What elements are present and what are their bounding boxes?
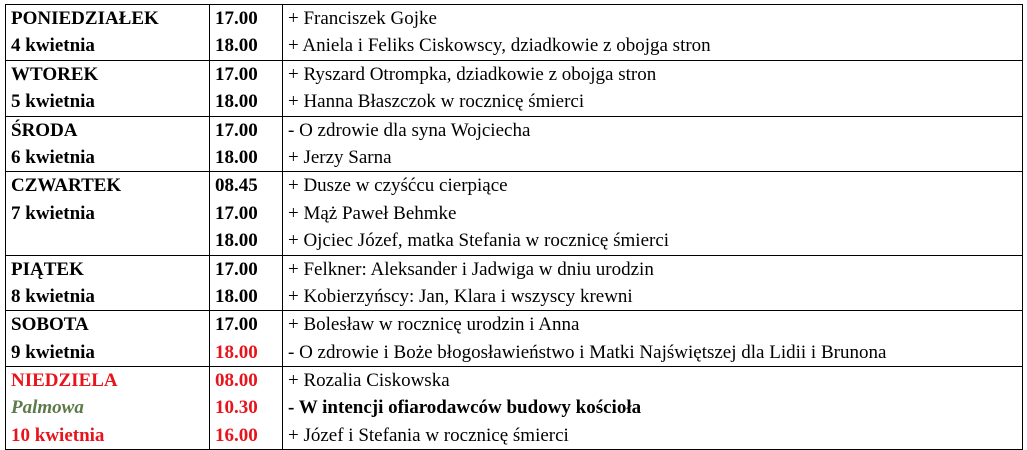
day-date: 10 kwietnia xyxy=(11,424,105,446)
day-date: 9 kwietnia xyxy=(11,341,95,363)
intention-cell xyxy=(283,255,1023,311)
day-date: 8 kwietnia xyxy=(11,285,95,307)
day-date: 6 kwietnia xyxy=(11,146,95,168)
time-cell xyxy=(210,367,283,450)
mass-time: 17.00 xyxy=(215,63,258,85)
mass-intention: + Felkner: Aleksander i Jadwiga w dniu urodzin xyxy=(288,258,654,280)
time-cell xyxy=(210,311,283,367)
day-name: PONIEDZIAŁEK xyxy=(11,8,159,29)
mass-time: 10.30 xyxy=(215,397,258,419)
mass-intention: + Jerzy Sarna xyxy=(288,146,392,168)
day-cell xyxy=(6,255,210,311)
day-date: 7 kwietnia xyxy=(11,202,95,224)
time-cell xyxy=(210,172,283,255)
day-row-friday xyxy=(6,255,1023,311)
mass-time: 17.00 xyxy=(215,314,258,336)
day-row-thursday xyxy=(6,172,1023,255)
day-row-tuesday xyxy=(6,60,1023,116)
day-name: NIEDZIELA xyxy=(11,370,118,392)
mass-intention: + Hanna Błaszczok w rocznicę śmierci xyxy=(288,91,585,113)
mass-schedule-table xyxy=(5,4,1023,450)
mass-time: 08.00 xyxy=(215,370,258,392)
mass-intention: + Kobierzyńscy: Jan, Klara i wszyscy krewni xyxy=(288,285,633,307)
mass-time: 18.00 xyxy=(215,285,258,307)
mass-intention: + Ojciec Józef, matka Stefania w rocznicę śmierci xyxy=(288,230,670,252)
day-subtitle: Palmowa xyxy=(11,397,84,419)
intention-cell xyxy=(283,367,1023,450)
mass-intention: + Aniela i Feliks Ciskowscy, dziadkowie z obojga stron xyxy=(288,35,711,57)
mass-intention: + Dusze w czyśćcu cierpiące xyxy=(288,175,508,197)
day-row-monday xyxy=(6,5,1023,61)
day-row-saturday xyxy=(6,311,1023,367)
day-cell xyxy=(6,367,210,450)
mass-intention: + Bolesław w rocznicę urodzin i Anna xyxy=(288,314,580,336)
time-cell xyxy=(210,5,283,61)
mass-intention: - O zdrowie i Boże błogosławieństwo i Matki Najświętszej dla Lidii i Brunona xyxy=(288,341,887,363)
mass-time: 17.00 xyxy=(215,8,258,29)
day-name: CZWARTEK xyxy=(11,175,122,197)
day-cell xyxy=(6,60,210,116)
day-date: 4 kwietnia xyxy=(11,35,95,57)
intention-cell xyxy=(283,60,1023,116)
time-cell xyxy=(210,60,283,116)
mass-time: 18.00 xyxy=(215,230,258,252)
day-name: ŚRODA xyxy=(11,119,78,141)
intention-cell xyxy=(283,172,1023,255)
day-date: 5 kwietnia xyxy=(11,91,95,113)
day-name: SOBOTA xyxy=(11,314,89,336)
mass-intention: + Józef i Stefania w rocznicę śmierci xyxy=(288,424,569,446)
mass-time: 17.00 xyxy=(215,258,258,280)
mass-time: 16.00 xyxy=(215,424,258,446)
mass-intention: - O zdrowie dla syna Wojciecha xyxy=(288,119,531,141)
day-cell xyxy=(6,172,210,255)
mass-time: 18.00 xyxy=(215,35,258,57)
mass-intention: - W intencji ofiarodawców budowy kościoła xyxy=(288,397,642,419)
day-name: PIĄTEK xyxy=(11,258,84,280)
day-cell xyxy=(6,5,210,61)
mass-time: 17.00 xyxy=(215,202,258,224)
mass-intention: + Mąż Paweł Behmke xyxy=(288,202,457,224)
mass-time: 18.00 xyxy=(215,341,258,363)
intention-cell xyxy=(283,5,1023,61)
day-cell xyxy=(6,311,210,367)
day-cell xyxy=(6,116,210,172)
mass-intention: + Ryszard Otrompka, dziadkowie z obojga stron xyxy=(288,63,657,85)
mass-intention: + Franciszek Gojke xyxy=(288,8,437,29)
time-cell xyxy=(210,116,283,172)
day-row-sunday xyxy=(6,367,1023,450)
mass-intention: + Rozalia Ciskowska xyxy=(288,370,450,392)
intention-cell xyxy=(283,116,1023,172)
mass-time: 08.45 xyxy=(215,175,258,197)
intention-cell xyxy=(283,311,1023,367)
mass-time: 18.00 xyxy=(215,146,258,168)
day-row-wednesday xyxy=(6,116,1023,172)
time-cell xyxy=(210,255,283,311)
mass-time: 18.00 xyxy=(215,91,258,113)
day-name: WTOREK xyxy=(11,63,99,85)
mass-time: 17.00 xyxy=(215,119,258,141)
